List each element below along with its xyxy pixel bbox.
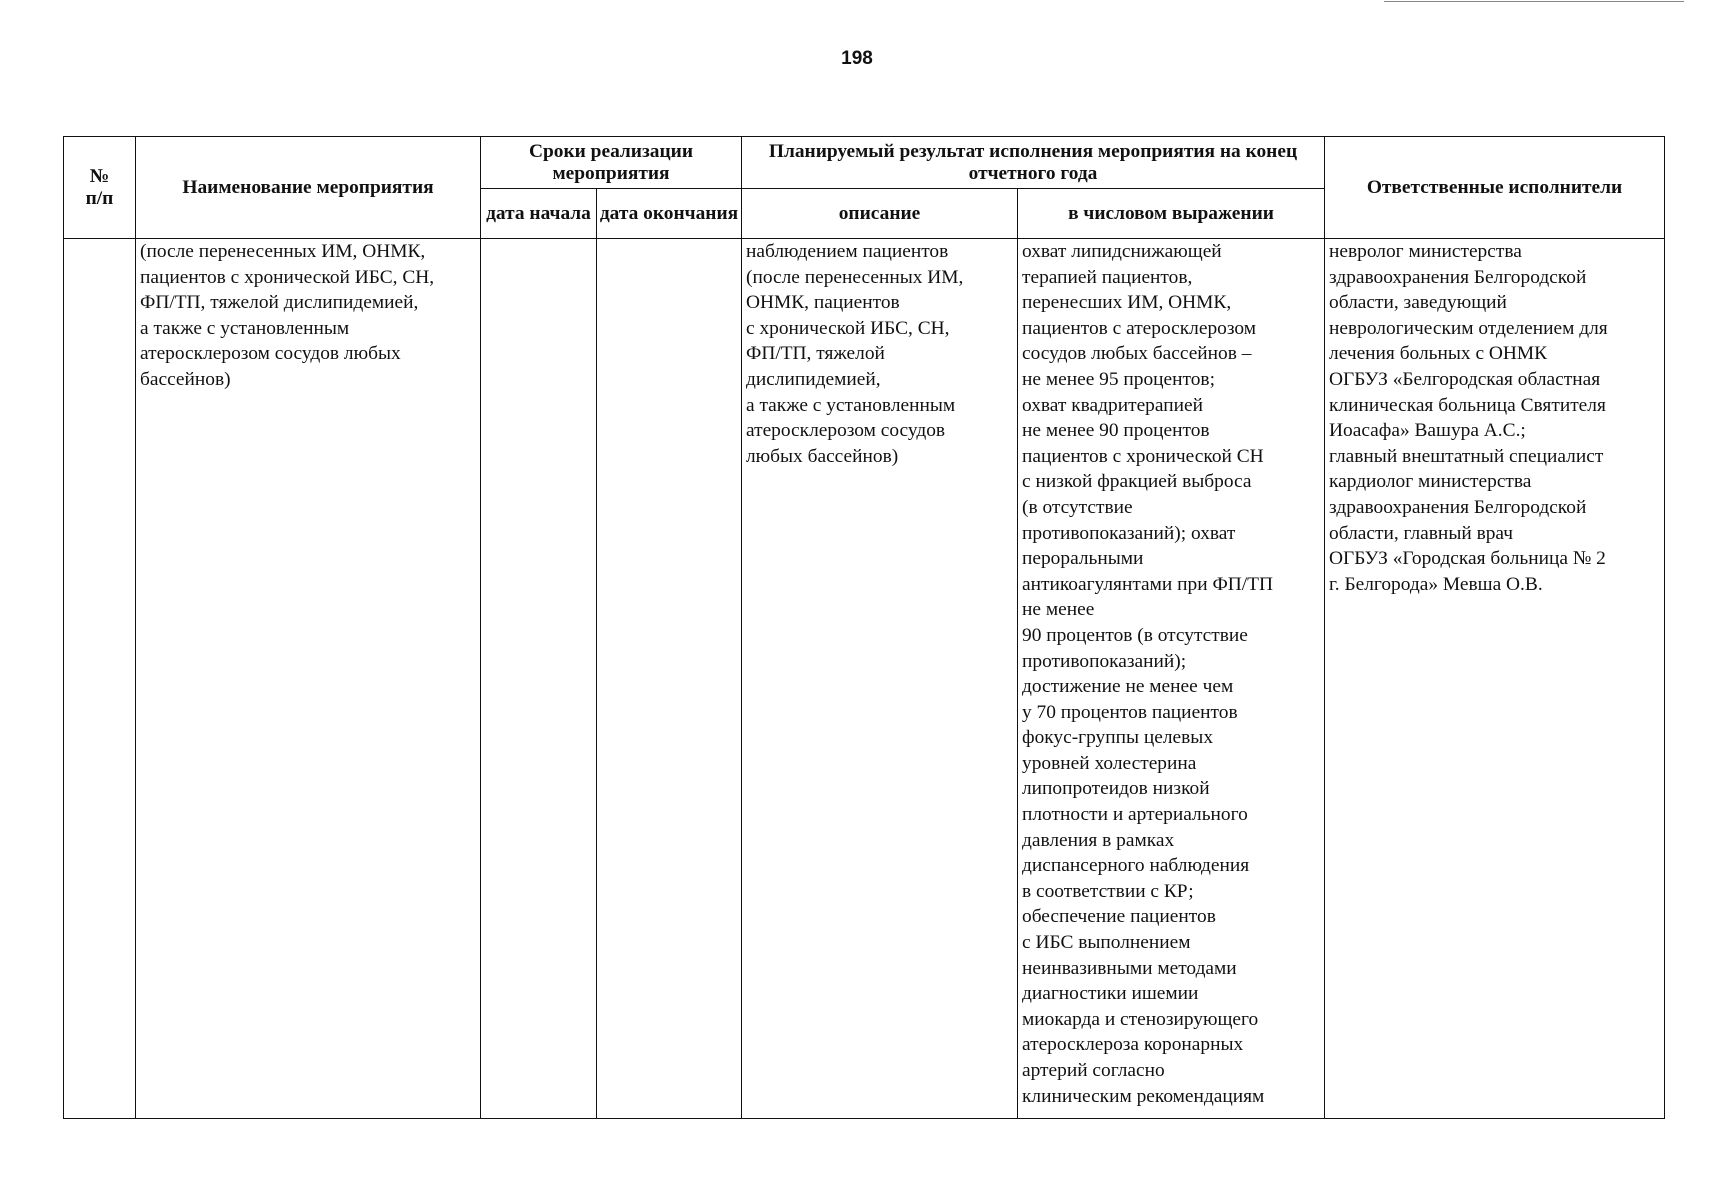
cell-date-end <box>597 239 742 1119</box>
header-description: описание <box>742 189 1018 239</box>
top-edge-line <box>1384 1 1684 2</box>
cell-numeric: охват липидснижающей терапией пациентов, перенесших ИМ, ОНМК, пациентов с атеросклерозом сосудов любых бассейнов – не менее 95 процентов; охват квадритерапией не менее 90 процентов пациентов с хронической СН с низкой фракцией выброса (в отсутствие противопоказаний); охват пероральными антикоагулянтами при ФП/ТП не менее 90 процентов (в отсутствие противопоказаний); достижение не менее чем у 70 процентов пациентов фокус-группы целевых уровней холестерина липопротеидов низкой плотности и артериального давления в рамках диспансерного наблюдения в соответствии с КР; обеспечение пациентов с ИБС выполнением неинвазивными методами диагностики ишемии миокарда и стенозирующего атеросклероза коронарных артерий согласно клиническим рекомендациям <box>1018 239 1325 1119</box>
cell-description: наблюдением пациентов (после перенесенных ИМ, ОНМК, пациентов с хронической ИБС, СН, ФП/ТП, тяжелой дислипидемией, а также с установленным атеросклерозом сосудов любых бассейнов) <box>742 239 1018 1119</box>
table-row <box>64 239 1665 1119</box>
header-date-start: дата начала <box>481 189 597 239</box>
header-responsible: Ответственные исполнители <box>1325 137 1665 239</box>
cell-name: (после перенесенных ИМ, ОНМК, пациентов с хронической ИБС, СН, ФП/ТП, тяжелой дислипидемией, а также с установленным атеросклерозом сосудов любых бассейнов) <box>136 239 481 1119</box>
header-numeric: в числовом выражении <box>1018 189 1325 239</box>
page-number: 198 <box>841 48 873 69</box>
header-date-end: дата окончания <box>597 189 742 239</box>
header-name: Наименование мероприятия <box>136 137 481 239</box>
header-result-group: Планируемый результат исполнения мероприятия на конец отчетного года <box>742 137 1325 189</box>
header-num: № п/п <box>64 137 136 239</box>
cell-date-start <box>481 239 597 1119</box>
header-row-1 <box>64 137 1665 189</box>
activities-table <box>63 136 1665 1119</box>
header-dates-group: Сроки реализации мероприятия <box>481 137 742 189</box>
cell-responsible: невролог министерства здравоохранения Белгородской области, заведующий неврологическим отделением для лечения больных с ОНМК ОГБУЗ «Белгородская областная клиническая больница Святителя Иоасафа» Вашура А.С.; главный внештатный специалист кардиолог министерства здравоохранения Белгородской области, главный врач ОГБУЗ «Городская больница № 2 г. Белгорода» Мевша О.В. <box>1325 239 1665 1119</box>
cell-num <box>64 239 136 1119</box>
